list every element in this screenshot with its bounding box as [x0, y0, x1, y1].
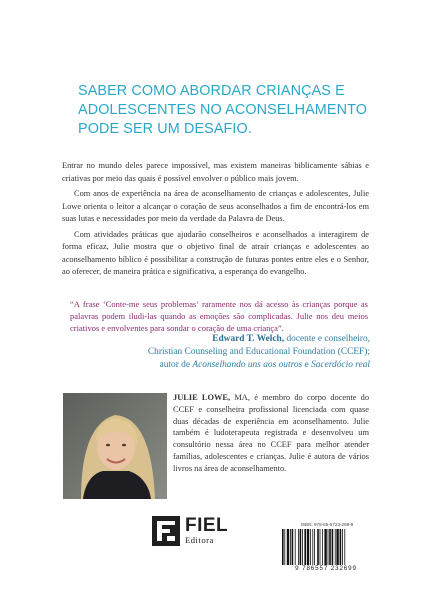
barcode-icon	[280, 529, 372, 565]
author-photo	[63, 393, 167, 499]
fiel-logo-icon	[152, 516, 180, 546]
author-name: JULIE LOWE,	[173, 393, 231, 402]
endorser-role: docente e conselheiro,	[286, 334, 370, 344]
description	[62, 160, 369, 282]
endorser-name: Edward T. Welch,	[212, 334, 285, 344]
description-paragraph-2: Com anos de experiência na área de aconselhamento de crianças e adolescentes, Julie Lowe orienta o leitor a alcançar o coração de seus aconselhados a fim de encontrá-los em suas lutas e necessidades por meio da verdade da Palavra de Deus.	[62, 189, 369, 223]
headline-line-3: PODE SER UM DESAFIO.	[78, 121, 252, 137]
endorser-author-prefix: autor de	[159, 360, 191, 370]
headline-line-2: ADOLESCENTES NO ACONSELHAMENTO	[78, 102, 368, 118]
endorser-joiner: e	[304, 360, 309, 370]
description-paragraph-1: Entrar no mundo deles parece impossível, mas existem maneiras biblicamente sábias e criativas por meio das quais é possível envolver o público mais jovem.	[62, 161, 369, 183]
publisher-logo	[152, 516, 228, 546]
endorsement-quote: “A frase ‘Conte-me seus problemas’ raramente nos dá acesso às crianças porque as palavras podem iludi-las quando as emoções são complicadas. Julie nos deu meios criativos e envolventes para sondar o coração de uma criança”.	[70, 299, 368, 334]
endorser-organization: Christian Counseling and Educational Foundation (CCEF);	[147, 347, 370, 357]
author-bio	[173, 392, 369, 475]
publisher-subtitle: Editora	[185, 535, 214, 545]
endorsement-attribution	[70, 333, 370, 372]
endorser-work-2: Sacerdócio real	[311, 360, 370, 370]
headline	[78, 82, 398, 139]
barcode-digits: 9 786557 232699	[295, 565, 357, 572]
headline-line-1: SABER COMO ABORDAR CRIANÇAS E	[78, 83, 345, 99]
endorser-work-1: Aconselhando uns aos outros	[192, 360, 303, 370]
author-bio-text: MA, é membro do corpo docente do CCEF e conselheira profissional licenciada com quase duas décadas de experiência em aconselhamento. Julie também é ludoterapeuta registrada e desenvolveu um consultório nessa área no CCEF para melhor atender famílias, adolescentes e crianças. Julie é autora de vários livros na área de aconselhamento.	[173, 393, 370, 473]
publisher-name: FIEL	[185, 515, 229, 536]
description-paragraph-3: Com atividades práticas que ajudarão conselheiros e aconselhados a interagirem de forma eficaz, Julie mostra que o objetivo final de atrair crianças e adolescentes ao aconselhamento bíblico é possibilitar a construção de futuras pontes entre eles e o Senhor, ao oferecer, de maneira prática e significativa, a esperança do evangelho.	[62, 229, 369, 276]
isbn-label: ISBN: 978-65-5723-269-9	[300, 522, 354, 527]
